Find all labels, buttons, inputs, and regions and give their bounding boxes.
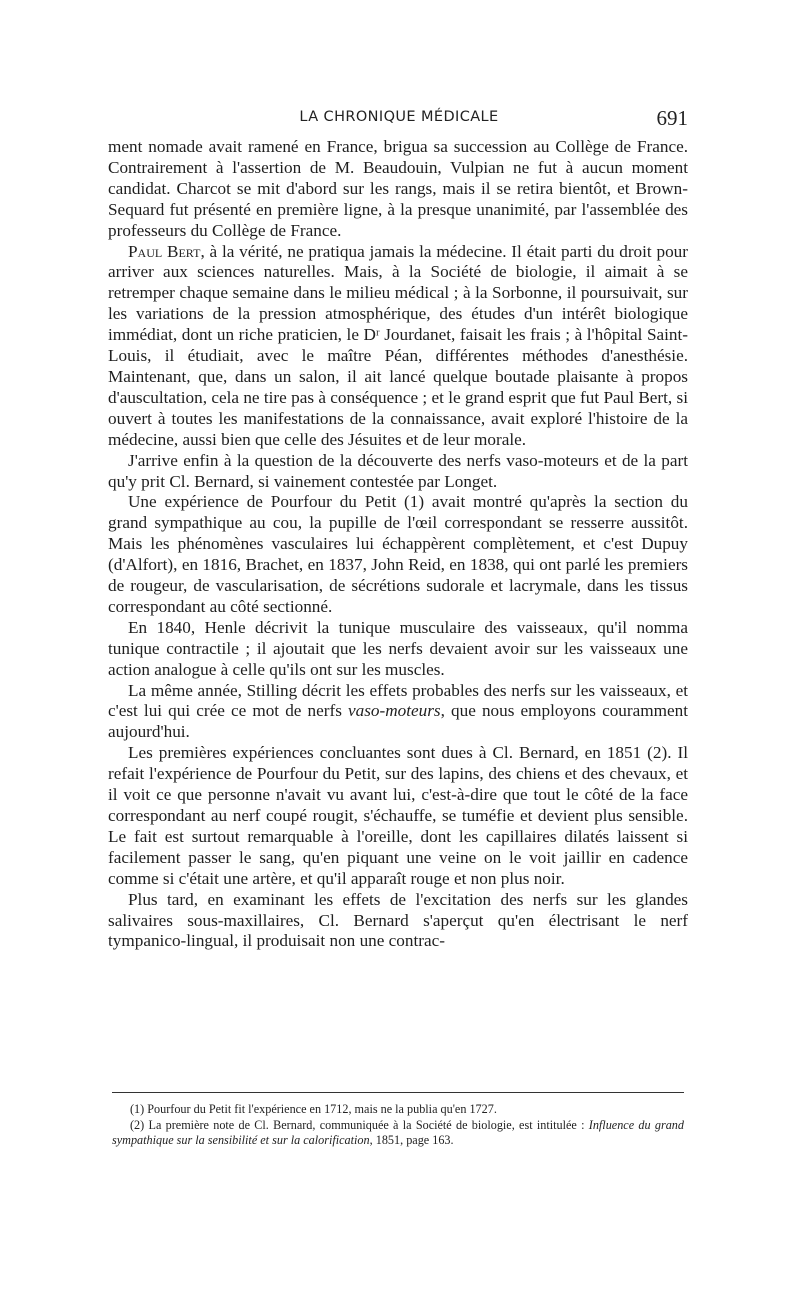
footnote-1: (1) Pourfour du Petit fit l'expérience en 1712, mais ne la publia qu'en 1727. bbox=[130, 1102, 497, 1116]
paragraph-6-text-a: La même année, Stilling décrit les effets probables des nerfs sur les vaisseaux, et c'est lui qui crée ce mot de nerfs bbox=[108, 680, 688, 721]
paragraph-5: En 1840, Henle décrivit la tunique musculaire des vaisseaux, qu'il nomma tunique contractile ; il ajoutait que les nerfs devaient avoir sur les vaisseaux une action analogue à celle qu'ils ont sur les muscles. bbox=[108, 617, 688, 679]
footnote-2-text-a: (2) La première note de Cl. Bernard, communiquée à la Société de biologie, est intitulée : bbox=[130, 1117, 589, 1132]
paragraph-1: ment nomade avait ramené en France, brigua sa succession au Collège de France. Contrairement à l'assertion de M. Beaudouin, Vulpian ne fut à aucun moment candidat. Charcot se mit d'abord sur les rangs, mais il se retira bientôt, et Brown-Sequard fut présenté en première ligne, à la presque unanimité, par l'assemblée des professeurs du Collège de France. bbox=[108, 137, 688, 240]
page-number: 691 bbox=[656, 106, 688, 130]
footnote-2 bbox=[112, 1118, 684, 1149]
journal-title: LA CHRONIQUE MÉDICALE bbox=[299, 109, 499, 125]
paragraph-2-text: , à la vérité, ne pratiqua jamais la médecine. Il était parti du droit pour arriver aux sciences naturelles. Mais, à la Société de biologie, il aimait à se retremper chaque semaine dans le milieu médical ; à la Sorbonne, il poursuivait, sur les variations de la pression atmosphérique, des études d'un intérêt biologique immédiat, dont un riche praticien, le Dʳ Jourdanet, faisait les frais ; à l'hôpital Saint-Louis, il étudiait, avec le maître Péan, différentes méthodes d'anesthésie. Maintenant, que, dans un salon, il ait lancé quelque boutade plaisante à propos d'auscultation, cela ne tire pas à conséquence ; et le grand esprit que fut Paul Bert, si ouvert à toutes les manifestations de la connaissance, avait exploré l'histoire de la médecine, aussi bien que celle des Jésuites et de leur morale. bbox=[108, 241, 688, 449]
running-header bbox=[110, 106, 688, 132]
footnote-divider bbox=[112, 1092, 684, 1093]
paragraph-2 bbox=[108, 242, 688, 451]
paragraph-7: Les premières expériences concluantes sont dues à Cl. Bernard, en 1851 (2). Il refait l'expérience de Pourfour du Petit, sur des lapins, des chiens et des chevaux, et il voit ce que personne n'avait vu avant lui, c'est-à-dire que tout le côté de la face correspondant au nerf coupé rougit, s'échauffe, se tuméfie et devient plus sensible. Le fait est surtout remarquable à l'oreille, dont les capillaires dilatés laissent si facilement passer le sang, qu'en piquant une veine on le voit jaillir en cadence comme si c'était une artère, et qu'il apparaît rouge et non plus noir. bbox=[108, 743, 688, 888]
paragraph-6 bbox=[108, 681, 688, 744]
footnote-2-text-b: , 1851, page 163. bbox=[369, 1133, 454, 1148]
footnote-2-title: Influence du grand sympathique sur la sensibilité et sur la calorification bbox=[112, 1117, 684, 1148]
term-italic: vaso-moteurs bbox=[348, 701, 441, 721]
paragraph-6-text-b: , que nous employons couramment aujourd'hui. bbox=[108, 701, 688, 742]
footnotes bbox=[112, 1102, 684, 1149]
main-text bbox=[108, 137, 688, 952]
paragraph-3: J'arrive enfin à la question de la découverte des nerfs vaso-moteurs et de la part qu'y prit Cl. Bernard, si vainement contestée par Longet. bbox=[108, 450, 688, 491]
person-name: Paul Bert bbox=[128, 241, 201, 261]
paragraph-4: Une expérience de Pourfour du Petit (1) avait montré qu'après la section du grand sympathique au cou, la pupille de l'œil correspondant se resserre aussitôt. Mais les phénomènes vasculaires lui échappèrent complètement, et c'est Dupuy (d'Alfort), en 1816, Brachet, en 1837, John Reid, en 1838, qui ont parlé les premiers de rougeur, de vascularisation, de sécrétions sudorale et lacrymale, dans les tissus correspondant au côté sectionné. bbox=[108, 492, 688, 616]
paragraph-8: Plus tard, en examinant les effets de l'excitation des nerfs sur les glandes salivaires sous-maxillaires, Cl. Bernard s'aperçut qu'en électrisant le nerf tympanico-lingual, il produisait non une contrac- bbox=[108, 889, 688, 951]
